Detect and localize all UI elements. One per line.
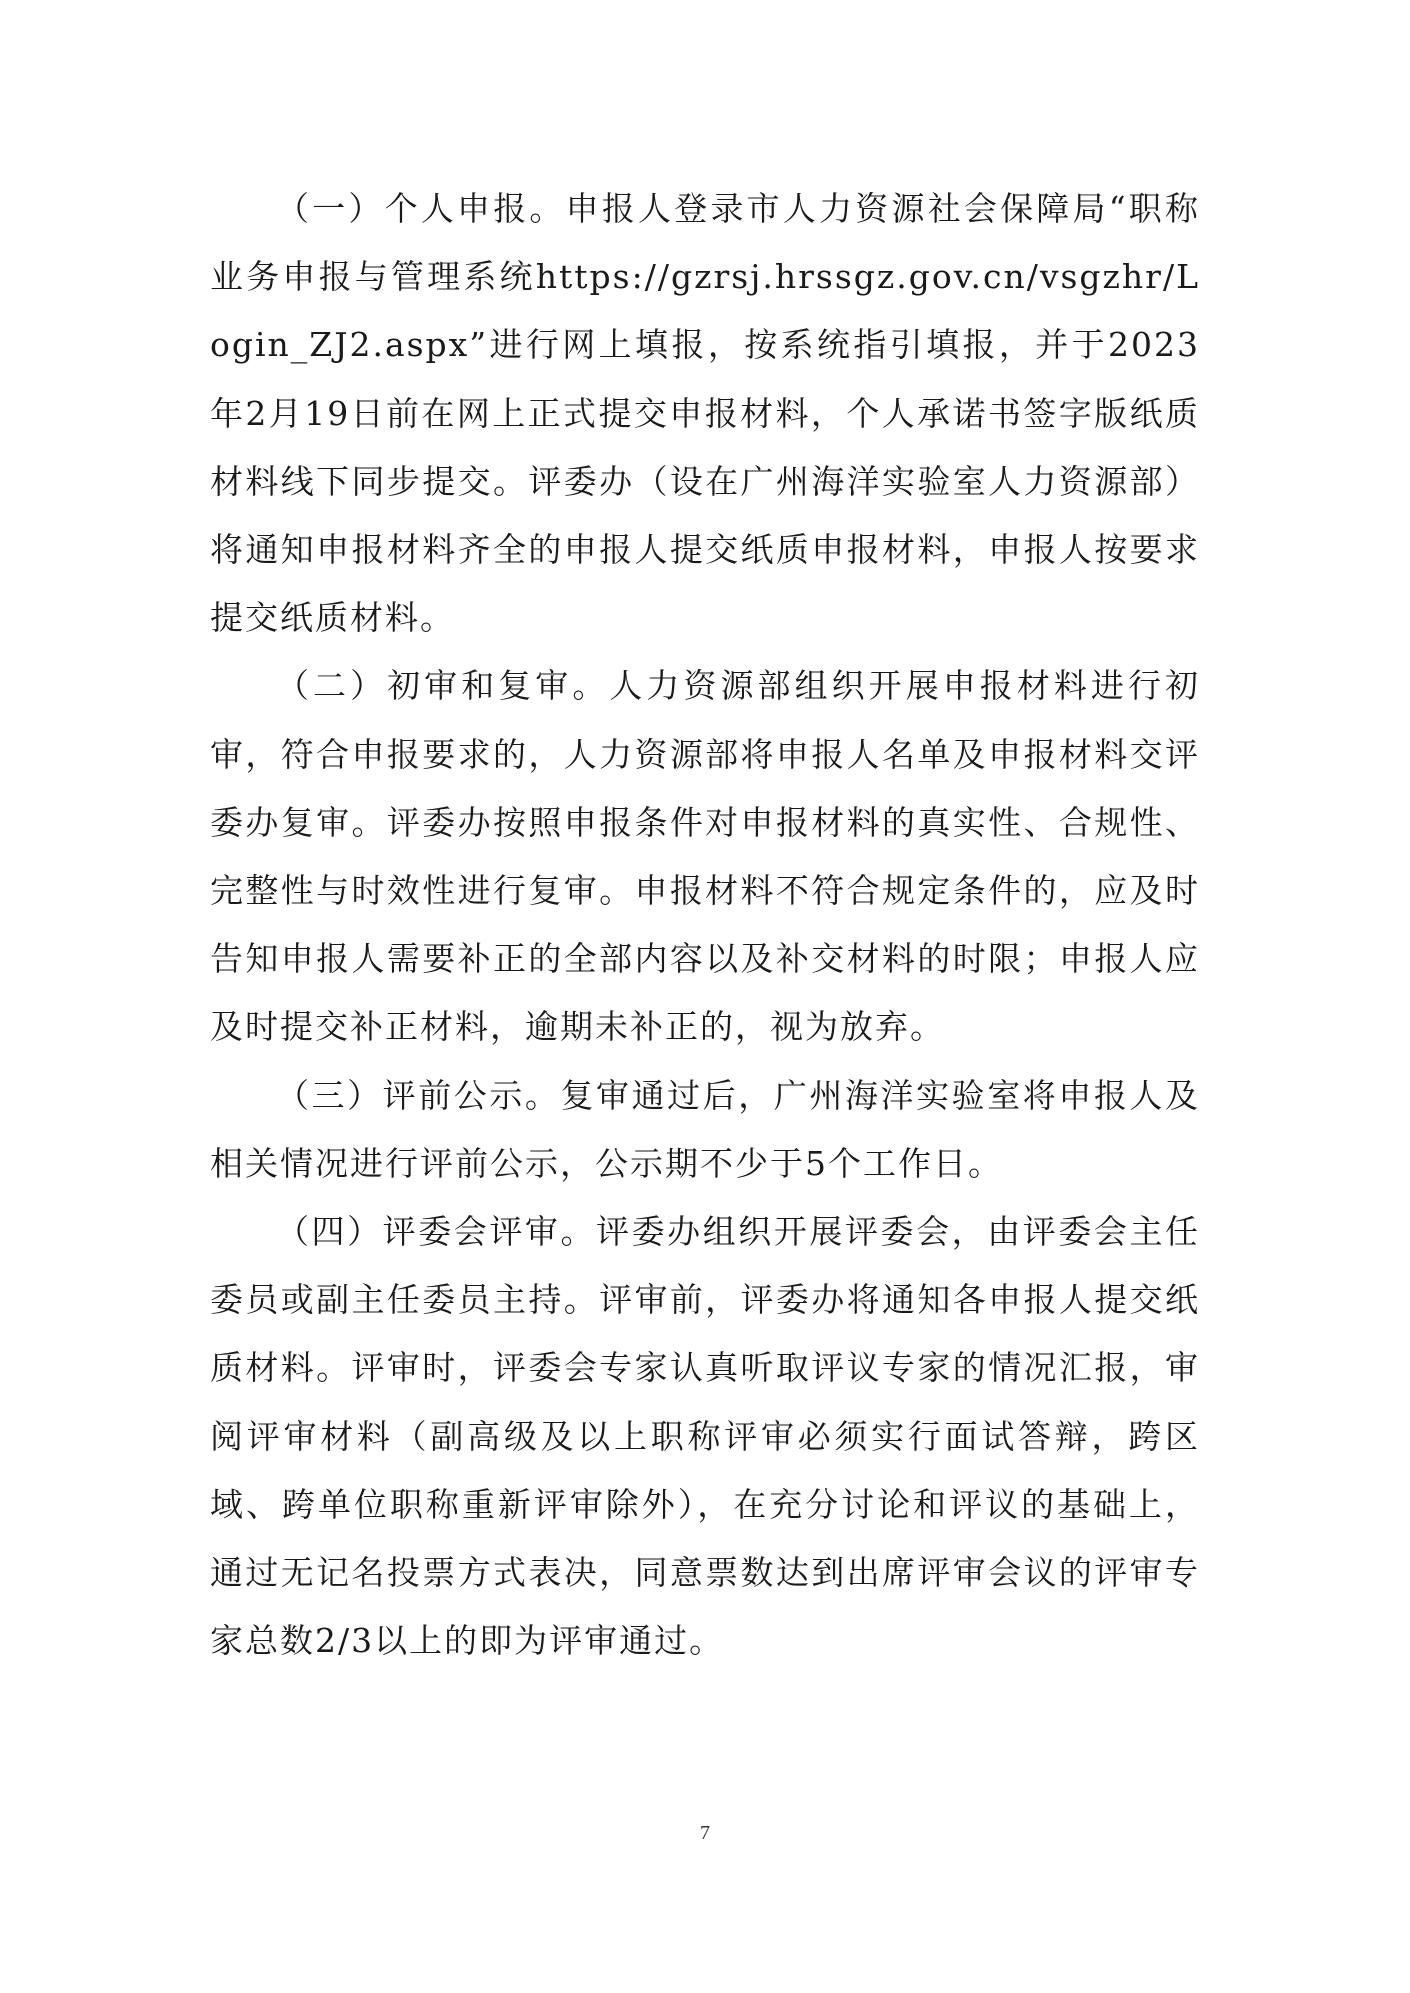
paragraph-committee-review: （四）评委会评审。评委办组织开展评委会，由评委会主任委员或副主任委员主持。评审前，评委办将通知各申报人提交纸质材料。评审时，评委会专家认真听取评议专家的情况汇报，审阅评审材料（副高级及以上职称评审必须实行面试答辩，跨区域、跨单位职称重新评审除外），在充分讨论和评议的基础上，通过无记名投票方式表决，同意票数达到出席评审会议的评审专家总数2/3以上的即为评审通过。 <box>210 1212 1200 1661</box>
paragraph-preliminary-review: （二）初审和复审。人力资源部组织开展申报材料进行初审，符合申报要求的，人力资源部将申报人名单及申报材料交评委办复审。评委办按照申报条件对申报材料的真实性、合规性、完整性与时效性进行复审。申报材料不符合规定条件的，应及时告知申报人需要补正的全部内容以及补交材料的时限；申报人应及时提交补正材料，逾期未补正的，视为放弃。 <box>210 666 1200 1047</box>
document-body <box>210 175 1200 1675</box>
paragraph-pre-review-notice: （三）评前公示。复审通过后，广州海洋实验室将申报人及相关情况进行评前公示，公示期不少于5个工作日。 <box>210 1075 1200 1183</box>
paragraph-personal-application: （一）个人申报。申报人登录市人力资源社会保障局“职称业务申报与管理系统https://gzrsj.hrssgz.gov.cn/vsgzhr/Login_ZJ2.aspx”进行网上填报，按系统指引填报，并于2023年2月19日前在网上正式提交申报材料，个人承诺书签字版纸质材料线下同步提交。评委办（设在广州海洋实验室人力资源部）将通知申报材料齐全的申报人提交纸质申报材料，申报人按要求提交纸质材料。 <box>210 189 1200 638</box>
page-number: 7 <box>700 1822 710 1844</box>
